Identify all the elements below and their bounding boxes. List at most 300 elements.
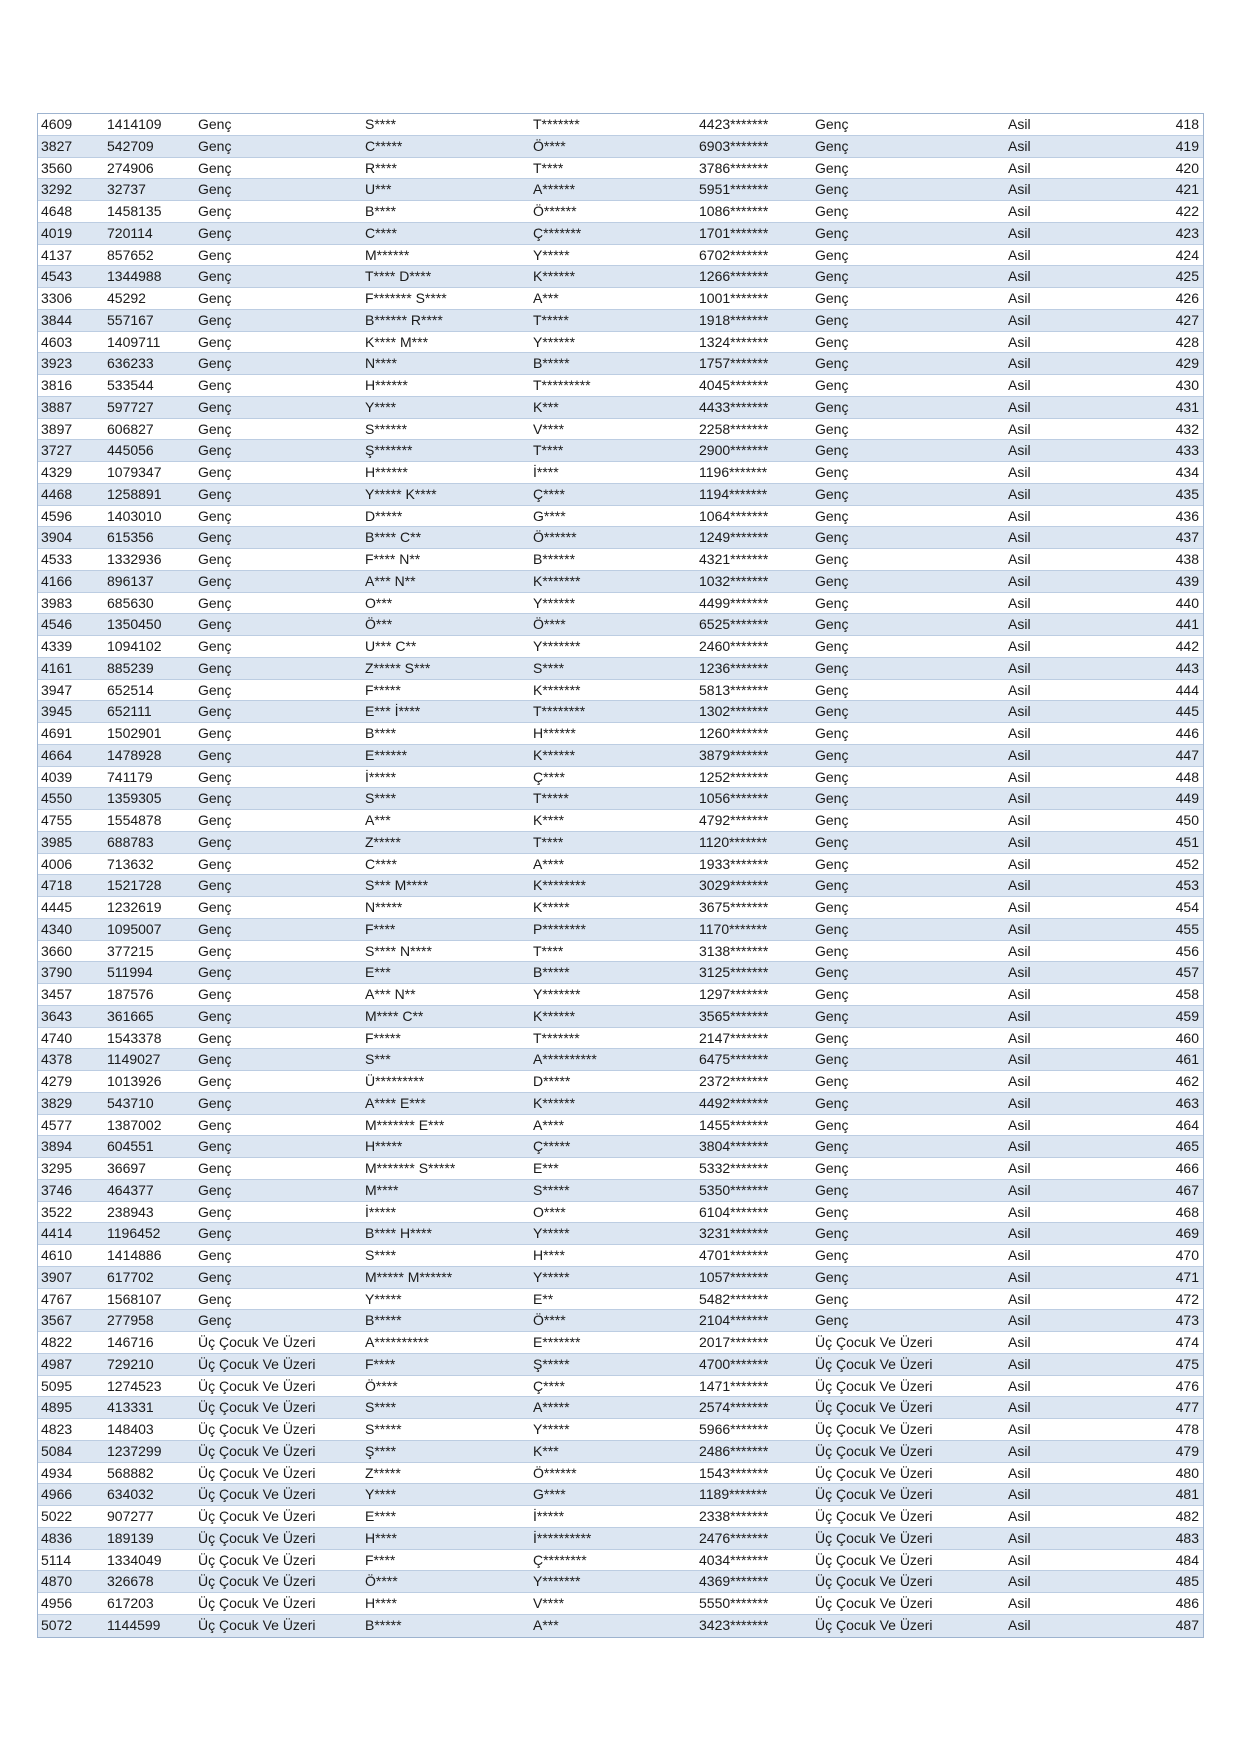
record-no-cell: 652514 xyxy=(107,681,154,698)
status-cell: Asil xyxy=(1008,507,1031,524)
rank-cell: 428 xyxy=(1175,333,1199,350)
app-no-cell: 3887 xyxy=(41,398,73,415)
record-no-cell: 1144599 xyxy=(107,1616,161,1633)
app-no-cell: 3983 xyxy=(41,594,73,611)
last-name-cell: Y****** xyxy=(533,333,576,350)
record-no-cell: 1554878 xyxy=(107,812,162,828)
category-cell: Genç xyxy=(198,899,232,915)
record-no-cell: 1079347 xyxy=(107,464,162,480)
first-name-cell: S****** xyxy=(365,420,408,437)
category-cell: Genç xyxy=(198,1225,232,1242)
first-name-cell: O*** xyxy=(365,594,393,611)
last-name-cell: Ç******** xyxy=(533,1551,587,1568)
last-name-cell: G**** xyxy=(533,1486,566,1503)
id-number-cell: 1455******* xyxy=(699,1116,769,1133)
status-cell: Asil xyxy=(1008,703,1031,720)
app-no-cell: 4836 xyxy=(41,1529,73,1546)
last-name-cell: Ö****** xyxy=(533,529,577,546)
table-row xyxy=(38,941,1203,963)
app-no-cell: 4966 xyxy=(41,1486,73,1503)
placement-category-cell: Üç Çocuk Ve Üzeri xyxy=(815,1529,933,1546)
record-no-cell: 685630 xyxy=(107,594,154,611)
record-no-cell: 636233 xyxy=(107,355,154,372)
category-cell: Genç xyxy=(198,594,232,611)
status-cell: Asil xyxy=(1008,964,1031,981)
results-table xyxy=(37,113,1204,1638)
rank-cell: 429 xyxy=(1175,355,1199,372)
last-name-cell: Ö**** xyxy=(533,137,566,154)
record-no-cell: 1237299 xyxy=(107,1442,162,1459)
record-no-cell: 606827 xyxy=(107,420,154,437)
table-row xyxy=(38,1376,1203,1398)
app-no-cell: 4822 xyxy=(41,1334,73,1350)
last-name-cell: K****** xyxy=(533,1007,576,1024)
table-row xyxy=(38,506,1203,528)
rank-cell: 452 xyxy=(1175,855,1199,872)
record-no-cell: 377215 xyxy=(107,942,154,959)
first-name-cell: Ö*** xyxy=(365,616,393,633)
last-name-cell: Ö**** xyxy=(533,616,566,633)
category-cell: Genç xyxy=(198,855,232,872)
table-row xyxy=(38,1506,1203,1528)
status-cell: Asil xyxy=(1008,877,1031,894)
placement-category-cell: Genç xyxy=(815,790,849,807)
id-number-cell: 3786******* xyxy=(699,159,769,176)
rank-cell: 466 xyxy=(1175,1160,1199,1176)
app-no-cell: 5022 xyxy=(41,1508,73,1524)
first-name-cell: E****** xyxy=(365,746,408,763)
placement-category-cell: Genç xyxy=(815,377,849,393)
app-no-cell: 4329 xyxy=(41,464,73,480)
id-number-cell: 4423******* xyxy=(699,116,769,132)
placement-category-cell: Genç xyxy=(815,833,849,850)
last-name-cell: K****** xyxy=(533,1094,576,1111)
id-number-cell: 1701******* xyxy=(699,224,769,241)
id-number-cell: 3423******* xyxy=(699,1616,769,1633)
table-row xyxy=(38,1615,1203,1637)
placement-category-cell: Üç Çocuk Ve Üzeri xyxy=(815,1355,933,1372)
table-row xyxy=(38,1397,1203,1419)
rank-cell: 477 xyxy=(1175,1399,1199,1416)
status-cell: Asil xyxy=(1008,1138,1031,1155)
first-name-cell: S**** xyxy=(365,790,397,807)
rank-cell: 464 xyxy=(1175,1116,1199,1133)
id-number-cell: 5966******* xyxy=(699,1421,769,1437)
id-number-cell: 3029******* xyxy=(699,877,769,894)
last-name-cell: K**** xyxy=(533,812,565,828)
table-row xyxy=(38,1528,1203,1550)
app-no-cell: 4378 xyxy=(41,1051,73,1068)
id-number-cell: 4321******* xyxy=(699,551,769,567)
table-row xyxy=(38,1289,1203,1311)
record-no-cell: 557167 xyxy=(107,311,154,328)
last-name-cell: K*** xyxy=(533,398,559,415)
rank-cell: 449 xyxy=(1175,790,1199,807)
first-name-cell: A********** xyxy=(365,1334,429,1350)
rank-cell: 423 xyxy=(1175,224,1199,241)
app-no-cell: 4609 xyxy=(41,116,73,132)
rank-cell: 447 xyxy=(1175,746,1199,763)
category-cell: Genç xyxy=(198,1073,232,1089)
record-no-cell: 1196452 xyxy=(107,1225,161,1242)
record-no-cell: 1403010 xyxy=(107,507,162,524)
last-name-cell: T**** xyxy=(533,833,564,850)
app-no-cell: 4823 xyxy=(41,1421,73,1437)
category-cell: Genç xyxy=(198,398,232,415)
table-row xyxy=(38,549,1203,571)
category-cell: Üç Çocuk Ve Üzeri xyxy=(198,1399,316,1416)
placement-category-cell: Genç xyxy=(815,638,849,654)
last-name-cell: S***** xyxy=(533,1181,570,1198)
placement-category-cell: Genç xyxy=(815,877,849,894)
status-cell: Asil xyxy=(1008,1508,1031,1524)
last-name-cell: O**** xyxy=(533,1203,566,1220)
rank-cell: 470 xyxy=(1175,1247,1199,1263)
category-cell: Üç Çocuk Ve Üzeri xyxy=(198,1595,316,1611)
id-number-cell: 3804******* xyxy=(699,1138,769,1155)
record-no-cell: 274906 xyxy=(107,159,154,176)
app-no-cell: 4870 xyxy=(41,1573,73,1590)
app-no-cell: 3827 xyxy=(41,137,73,154)
id-number-cell: 1064******* xyxy=(699,507,769,524)
id-number-cell: 1757******* xyxy=(699,355,769,372)
id-number-cell: 2460******* xyxy=(699,638,769,654)
record-no-cell: 511994 xyxy=(107,964,153,981)
last-name-cell: Y******* xyxy=(533,986,581,1002)
placement-category-cell: Üç Çocuk Ve Üzeri xyxy=(815,1334,933,1350)
placement-category-cell: Genç xyxy=(815,1160,849,1176)
last-name-cell: K******** xyxy=(533,877,586,894)
app-no-cell: 3829 xyxy=(41,1094,73,1111)
status-cell: Asil xyxy=(1008,377,1031,393)
table-row xyxy=(38,245,1203,267)
id-number-cell: 2338******* xyxy=(699,1508,769,1524)
category-cell: Genç xyxy=(198,551,232,567)
status-cell: Asil xyxy=(1008,572,1031,589)
category-cell: Genç xyxy=(198,1138,232,1155)
first-name-cell: U*** C** xyxy=(365,638,417,654)
placement-category-cell: Üç Çocuk Ve Üzeri xyxy=(815,1399,933,1416)
category-cell: Genç xyxy=(198,964,232,981)
id-number-cell: 4701******* xyxy=(699,1247,769,1263)
id-number-cell: 4433******* xyxy=(699,398,769,415)
record-no-cell: 146716 xyxy=(107,1334,154,1350)
category-cell: Genç xyxy=(198,464,232,480)
last-name-cell: H****** xyxy=(533,725,576,741)
rank-cell: 432 xyxy=(1175,420,1199,437)
last-name-cell: E*** xyxy=(533,1160,559,1176)
rank-cell: 482 xyxy=(1175,1508,1199,1524)
first-name-cell: U*** xyxy=(365,181,392,198)
app-no-cell: 3560 xyxy=(41,159,73,176)
placement-category-cell: Genç xyxy=(815,1007,849,1024)
category-cell: Genç xyxy=(198,377,232,393)
table-row xyxy=(38,1223,1203,1245)
rank-cell: 448 xyxy=(1175,768,1199,785)
category-cell: Genç xyxy=(198,703,232,720)
record-no-cell: 907277 xyxy=(107,1508,154,1524)
table-row xyxy=(38,440,1203,462)
id-number-cell: 1032******* xyxy=(699,572,769,589)
category-cell: Genç xyxy=(198,203,232,219)
placement-category-cell: Genç xyxy=(815,529,849,546)
placement-category-cell: Genç xyxy=(815,1312,849,1329)
app-no-cell: 4468 xyxy=(41,485,73,502)
last-name-cell: Y***** xyxy=(533,1225,570,1242)
last-name-cell: Ö**** xyxy=(533,1312,566,1329)
record-no-cell: 652111 xyxy=(107,703,152,720)
table-row xyxy=(38,919,1203,941)
rank-cell: 440 xyxy=(1175,594,1199,611)
category-cell: Genç xyxy=(198,833,232,850)
status-cell: Asil xyxy=(1008,1399,1031,1416)
last-name-cell: K***** xyxy=(533,899,570,915)
id-number-cell: 2147******* xyxy=(699,1029,769,1046)
id-number-cell: 1249******* xyxy=(699,529,769,546)
status-cell: Asil xyxy=(1008,1007,1031,1024)
first-name-cell: B****** R**** xyxy=(365,311,443,328)
app-no-cell: 3923 xyxy=(41,355,73,372)
status-cell: Asil xyxy=(1008,833,1031,850)
last-name-cell: P******** xyxy=(533,920,586,937)
table-row xyxy=(38,1484,1203,1506)
table-row xyxy=(38,397,1203,419)
category-cell: Genç xyxy=(198,355,232,372)
table-row xyxy=(38,332,1203,354)
app-no-cell: 4340 xyxy=(41,920,73,937)
last-name-cell: Ç**** xyxy=(533,485,565,502)
record-no-cell: 187576 xyxy=(107,986,154,1002)
category-cell: Genç xyxy=(198,1051,232,1068)
status-cell: Asil xyxy=(1008,333,1031,350)
rank-cell: 434 xyxy=(1175,464,1199,480)
table-row xyxy=(38,854,1203,876)
placement-category-cell: Genç xyxy=(815,1247,849,1263)
status-cell: Asil xyxy=(1008,355,1031,372)
last-name-cell: Y******* xyxy=(533,638,581,654)
id-number-cell: 2372******* xyxy=(699,1073,769,1089)
category-cell: Genç xyxy=(198,812,232,828)
category-cell: Üç Çocuk Ve Üzeri xyxy=(198,1442,316,1459)
first-name-cell: Y***** xyxy=(365,1290,402,1307)
table-row xyxy=(38,419,1203,441)
app-no-cell: 4934 xyxy=(41,1464,73,1481)
first-name-cell: B**** H**** xyxy=(365,1225,432,1242)
status-cell: Asil xyxy=(1008,1529,1031,1546)
category-cell: Genç xyxy=(198,1181,232,1198)
category-cell: Genç xyxy=(198,333,232,350)
placement-category-cell: Üç Çocuk Ve Üzeri xyxy=(815,1551,933,1568)
record-no-cell: 326678 xyxy=(107,1573,154,1590)
id-number-cell: 2104******* xyxy=(699,1312,769,1329)
rank-cell: 442 xyxy=(1175,638,1199,654)
category-cell: Üç Çocuk Ve Üzeri xyxy=(198,1377,316,1394)
last-name-cell: T**** xyxy=(533,942,564,959)
id-number-cell: 6104******* xyxy=(699,1203,769,1220)
table-row xyxy=(38,1332,1203,1354)
placement-category-cell: Genç xyxy=(815,899,849,915)
id-number-cell: 1918******* xyxy=(699,311,769,328)
record-no-cell: 1344988 xyxy=(107,268,162,285)
record-no-cell: 36697 xyxy=(107,1160,146,1176)
last-name-cell: V**** xyxy=(533,420,565,437)
rank-cell: 486 xyxy=(1175,1595,1199,1611)
placement-category-cell: Genç xyxy=(815,1138,849,1155)
category-cell: Üç Çocuk Ve Üzeri xyxy=(198,1573,316,1590)
status-cell: Asil xyxy=(1008,116,1031,132)
category-cell: Genç xyxy=(198,181,232,198)
id-number-cell: 4034******* xyxy=(699,1551,769,1568)
last-name-cell: Ç***** xyxy=(533,1138,571,1155)
first-name-cell: H****** xyxy=(365,464,408,480)
status-cell: Asil xyxy=(1008,1421,1031,1437)
status-cell: Asil xyxy=(1008,746,1031,763)
placement-category-cell: Genç xyxy=(815,137,849,154)
id-number-cell: 3879******* xyxy=(699,746,769,763)
id-number-cell: 3675******* xyxy=(699,899,769,915)
category-cell: Genç xyxy=(198,1029,232,1046)
rank-cell: 451 xyxy=(1175,833,1199,850)
rank-cell: 453 xyxy=(1175,877,1199,894)
placement-category-cell: Genç xyxy=(815,1051,849,1068)
id-number-cell: 2476******* xyxy=(699,1529,769,1546)
rank-cell: 444 xyxy=(1175,681,1199,698)
table-row xyxy=(38,1593,1203,1615)
table-row xyxy=(38,223,1203,245)
app-no-cell: 4596 xyxy=(41,507,73,524)
first-name-cell: S*** xyxy=(365,1051,391,1068)
first-name-cell: Z***** S*** xyxy=(365,659,431,676)
placement-category-cell: Genç xyxy=(815,464,849,480)
category-cell: Genç xyxy=(198,877,232,894)
app-no-cell: 3790 xyxy=(41,964,73,981)
app-no-cell: 4603 xyxy=(41,333,73,350)
record-no-cell: 1458135 xyxy=(107,203,162,219)
first-name-cell: B**** C** xyxy=(365,529,422,546)
table-row xyxy=(38,723,1203,745)
table-row xyxy=(38,1441,1203,1463)
record-no-cell: 1258891 xyxy=(107,485,162,502)
record-no-cell: 885239 xyxy=(107,659,154,676)
status-cell: Asil xyxy=(1008,529,1031,546)
record-no-cell: 720114 xyxy=(107,224,153,241)
app-no-cell: 4006 xyxy=(41,855,73,872)
status-cell: Asil xyxy=(1008,442,1031,459)
app-no-cell: 5095 xyxy=(41,1377,73,1394)
first-name-cell: Z***** xyxy=(365,833,401,850)
placement-category-cell: Genç xyxy=(815,1181,849,1198)
id-number-cell: 2258******* xyxy=(699,420,769,437)
id-number-cell: 6903******* xyxy=(699,137,769,154)
app-no-cell: 4691 xyxy=(41,725,73,741)
id-number-cell: 1120******* xyxy=(699,833,768,850)
placement-category-cell: Üç Çocuk Ve Üzeri xyxy=(815,1573,933,1590)
first-name-cell: C**** xyxy=(365,224,397,241)
placement-category-cell: Genç xyxy=(815,1203,849,1220)
first-name-cell: M**** xyxy=(365,1181,399,1198)
status-cell: Asil xyxy=(1008,616,1031,633)
placement-category-cell: Genç xyxy=(815,986,849,1002)
status-cell: Asil xyxy=(1008,224,1031,241)
table-row xyxy=(38,875,1203,897)
last-name-cell: K*** xyxy=(533,1442,559,1459)
status-cell: Asil xyxy=(1008,659,1031,676)
placement-category-cell: Üç Çocuk Ve Üzeri xyxy=(815,1595,933,1611)
record-no-cell: 857652 xyxy=(107,246,154,263)
status-cell: Asil xyxy=(1008,311,1031,328)
placement-category-cell: Genç xyxy=(815,290,849,306)
status-cell: Asil xyxy=(1008,1355,1031,1372)
last-name-cell: Ş***** xyxy=(533,1355,570,1372)
record-no-cell: 713632 xyxy=(107,855,154,872)
first-name-cell: S*** M**** xyxy=(365,877,429,894)
placement-category-cell: Genç xyxy=(815,203,849,219)
rank-cell: 468 xyxy=(1175,1203,1199,1220)
status-cell: Asil xyxy=(1008,1616,1031,1633)
first-name-cell: A**** E*** xyxy=(365,1094,426,1111)
first-name-cell: Ö**** xyxy=(365,1573,398,1590)
category-cell: Genç xyxy=(198,529,232,546)
rank-cell: 479 xyxy=(1175,1442,1199,1459)
first-name-cell: A*** N** xyxy=(365,572,416,589)
id-number-cell: 1302******* xyxy=(699,703,769,720)
category-cell: Genç xyxy=(198,790,232,807)
last-name-cell: Ö****** xyxy=(533,1464,577,1481)
record-no-cell: 1334049 xyxy=(107,1551,162,1568)
app-no-cell: 4414 xyxy=(41,1225,73,1242)
status-cell: Asil xyxy=(1008,812,1031,828)
id-number-cell: 2486******* xyxy=(699,1442,769,1459)
status-cell: Asil xyxy=(1008,159,1031,176)
first-name-cell: M***** M****** xyxy=(365,1268,453,1285)
category-cell: Genç xyxy=(198,1116,232,1133)
id-number-cell: 4700******* xyxy=(699,1355,769,1372)
app-no-cell: 4895 xyxy=(41,1399,73,1416)
rank-cell: 422 xyxy=(1175,203,1199,219)
first-name-cell: S**** xyxy=(365,1399,397,1416)
record-no-cell: 1013926 xyxy=(107,1073,162,1089)
record-no-cell: 1409711 xyxy=(107,333,161,350)
record-no-cell: 615356 xyxy=(107,529,154,546)
rank-cell: 474 xyxy=(1175,1334,1199,1350)
placement-category-cell: Genç xyxy=(815,1116,849,1133)
record-no-cell: 1350450 xyxy=(107,616,162,633)
placement-category-cell: Genç xyxy=(815,616,849,633)
table-row xyxy=(38,1245,1203,1267)
record-no-cell: 1568107 xyxy=(107,1290,162,1307)
category-cell: Genç xyxy=(198,159,232,176)
id-number-cell: 3565******* xyxy=(699,1007,769,1024)
placement-category-cell: Genç xyxy=(815,659,849,676)
last-name-cell: T******* xyxy=(533,1029,580,1046)
last-name-cell: Ö****** xyxy=(533,203,577,219)
status-cell: Asil xyxy=(1008,1486,1031,1503)
first-name-cell: F**** xyxy=(365,1551,396,1568)
first-name-cell: B***** xyxy=(365,1312,402,1329)
status-cell: Asil xyxy=(1008,137,1031,154)
table-row xyxy=(38,179,1203,201)
id-number-cell: 4792******* xyxy=(699,812,769,828)
first-name-cell: F***** xyxy=(365,1029,401,1046)
id-number-cell: 6525******* xyxy=(699,616,769,633)
first-name-cell: S**** xyxy=(365,116,397,132)
app-no-cell: 4279 xyxy=(41,1073,73,1089)
rank-cell: 441 xyxy=(1175,616,1199,633)
first-name-cell: N***** xyxy=(365,899,403,915)
status-cell: Asil xyxy=(1008,1051,1031,1068)
placement-category-cell: Genç xyxy=(815,725,849,741)
record-no-cell: 533544 xyxy=(107,377,154,393)
